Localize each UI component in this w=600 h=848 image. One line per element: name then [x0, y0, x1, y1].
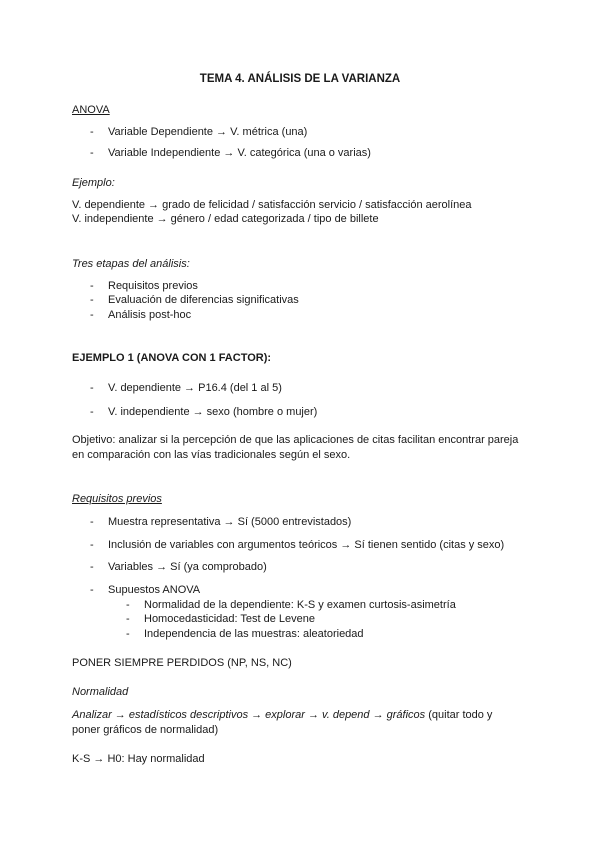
- bullet-dash: -: [90, 406, 94, 418]
- requisitos-item-3: Variables → Sí (ya comprobado): [108, 561, 267, 573]
- requisitos-heading: Requisitos previos: [72, 493, 162, 505]
- objetivo-line-1: Objetivo: analizar si la percepción de que las aplicaciones de citas facilitan encontrar pareja: [72, 434, 519, 446]
- objetivo-line-2: en comparación con las vías tradicionales según el sexo.: [72, 449, 351, 461]
- normalidad-path-note: (quitar todo y: [425, 709, 493, 721]
- requisitos-item-1: Muestra representativa → Sí (5000 entrevistados): [108, 516, 352, 528]
- normalidad-heading: Normalidad: [72, 686, 129, 698]
- etapas-heading: Tres etapas del análisis:: [72, 258, 190, 270]
- requisitos-item-2: Inclusión de variables con argumentos teóricos → Sí tienen sentido (citas y sexo): [108, 539, 505, 551]
- bullet-dash: -: [90, 294, 94, 306]
- bullet-dash: -: [90, 539, 94, 551]
- anova-heading: ANOVA: [72, 104, 110, 116]
- ejemplo-heading: Ejemplo:: [72, 177, 115, 189]
- etapas-item-3: Análisis post-hoc: [108, 309, 192, 321]
- ejemplo1-item-1: V. dependiente → P16.4 (del 1 al 5): [108, 382, 282, 394]
- document-title: TEMA 4. ANÁLISIS DE LA VARIANZA: [199, 73, 401, 85]
- ejemplo-line-1: V. dependiente → grado de felicidad / satisfacción servicio / satisfacción aerolínea: [72, 199, 472, 211]
- requisitos-item-4: Supuestos ANOVA: [108, 584, 201, 596]
- bullet-dash: -: [90, 309, 94, 321]
- bullet-dash: -: [90, 382, 94, 394]
- bullet-dash: -: [126, 599, 130, 611]
- etapas-item-2: Evaluación de diferencias significativas: [108, 294, 299, 306]
- bullet-dash: -: [126, 613, 130, 625]
- bullet-dash: -: [90, 516, 94, 528]
- ejemplo-line-2: V. independiente → género / edad categorizada / tipo de billete: [72, 213, 379, 225]
- bullet-dash: -: [126, 628, 130, 640]
- perdidos-note: PONER SIEMPRE PERDIDOS (NP, NS, NC): [72, 657, 292, 669]
- bullet-dash: -: [90, 147, 94, 159]
- ks-hypothesis: K-S → H0: Hay normalidad: [72, 753, 205, 765]
- anova-item-1: Variable Dependiente → V. métrica (una): [108, 126, 308, 138]
- supuesto-subitem-1: Normalidad de la dependiente: K-S y examen curtosis-asimetría: [144, 599, 456, 611]
- ejemplo1-item-2: V. independiente → sexo (hombre o mujer): [108, 406, 318, 418]
- bullet-dash: -: [90, 280, 94, 292]
- etapas-item-1: Requisitos previos: [108, 280, 198, 292]
- bullet-dash: -: [90, 584, 94, 596]
- supuesto-subitem-3: Independencia de las muestras: aleatoriedad: [144, 628, 364, 640]
- anova-item-2: Variable Independiente → V. categórica (una o varias): [108, 147, 371, 159]
- normalidad-menu-path: Analizar → estadísticos descriptivos → explorar → v. depend → gráficos: [72, 709, 426, 721]
- normalidad-path-line-1: [72, 708, 492, 722]
- ejemplo1-heading: EJEMPLO 1 (ANOVA CON 1 FACTOR):: [72, 352, 272, 364]
- bullet-dash: -: [90, 126, 94, 138]
- normalidad-path-line-2: poner gráficos de normalidad): [72, 724, 219, 736]
- supuesto-subitem-2: Homocedasticidad: Test de Levene: [144, 613, 316, 625]
- bullet-dash: -: [90, 561, 94, 573]
